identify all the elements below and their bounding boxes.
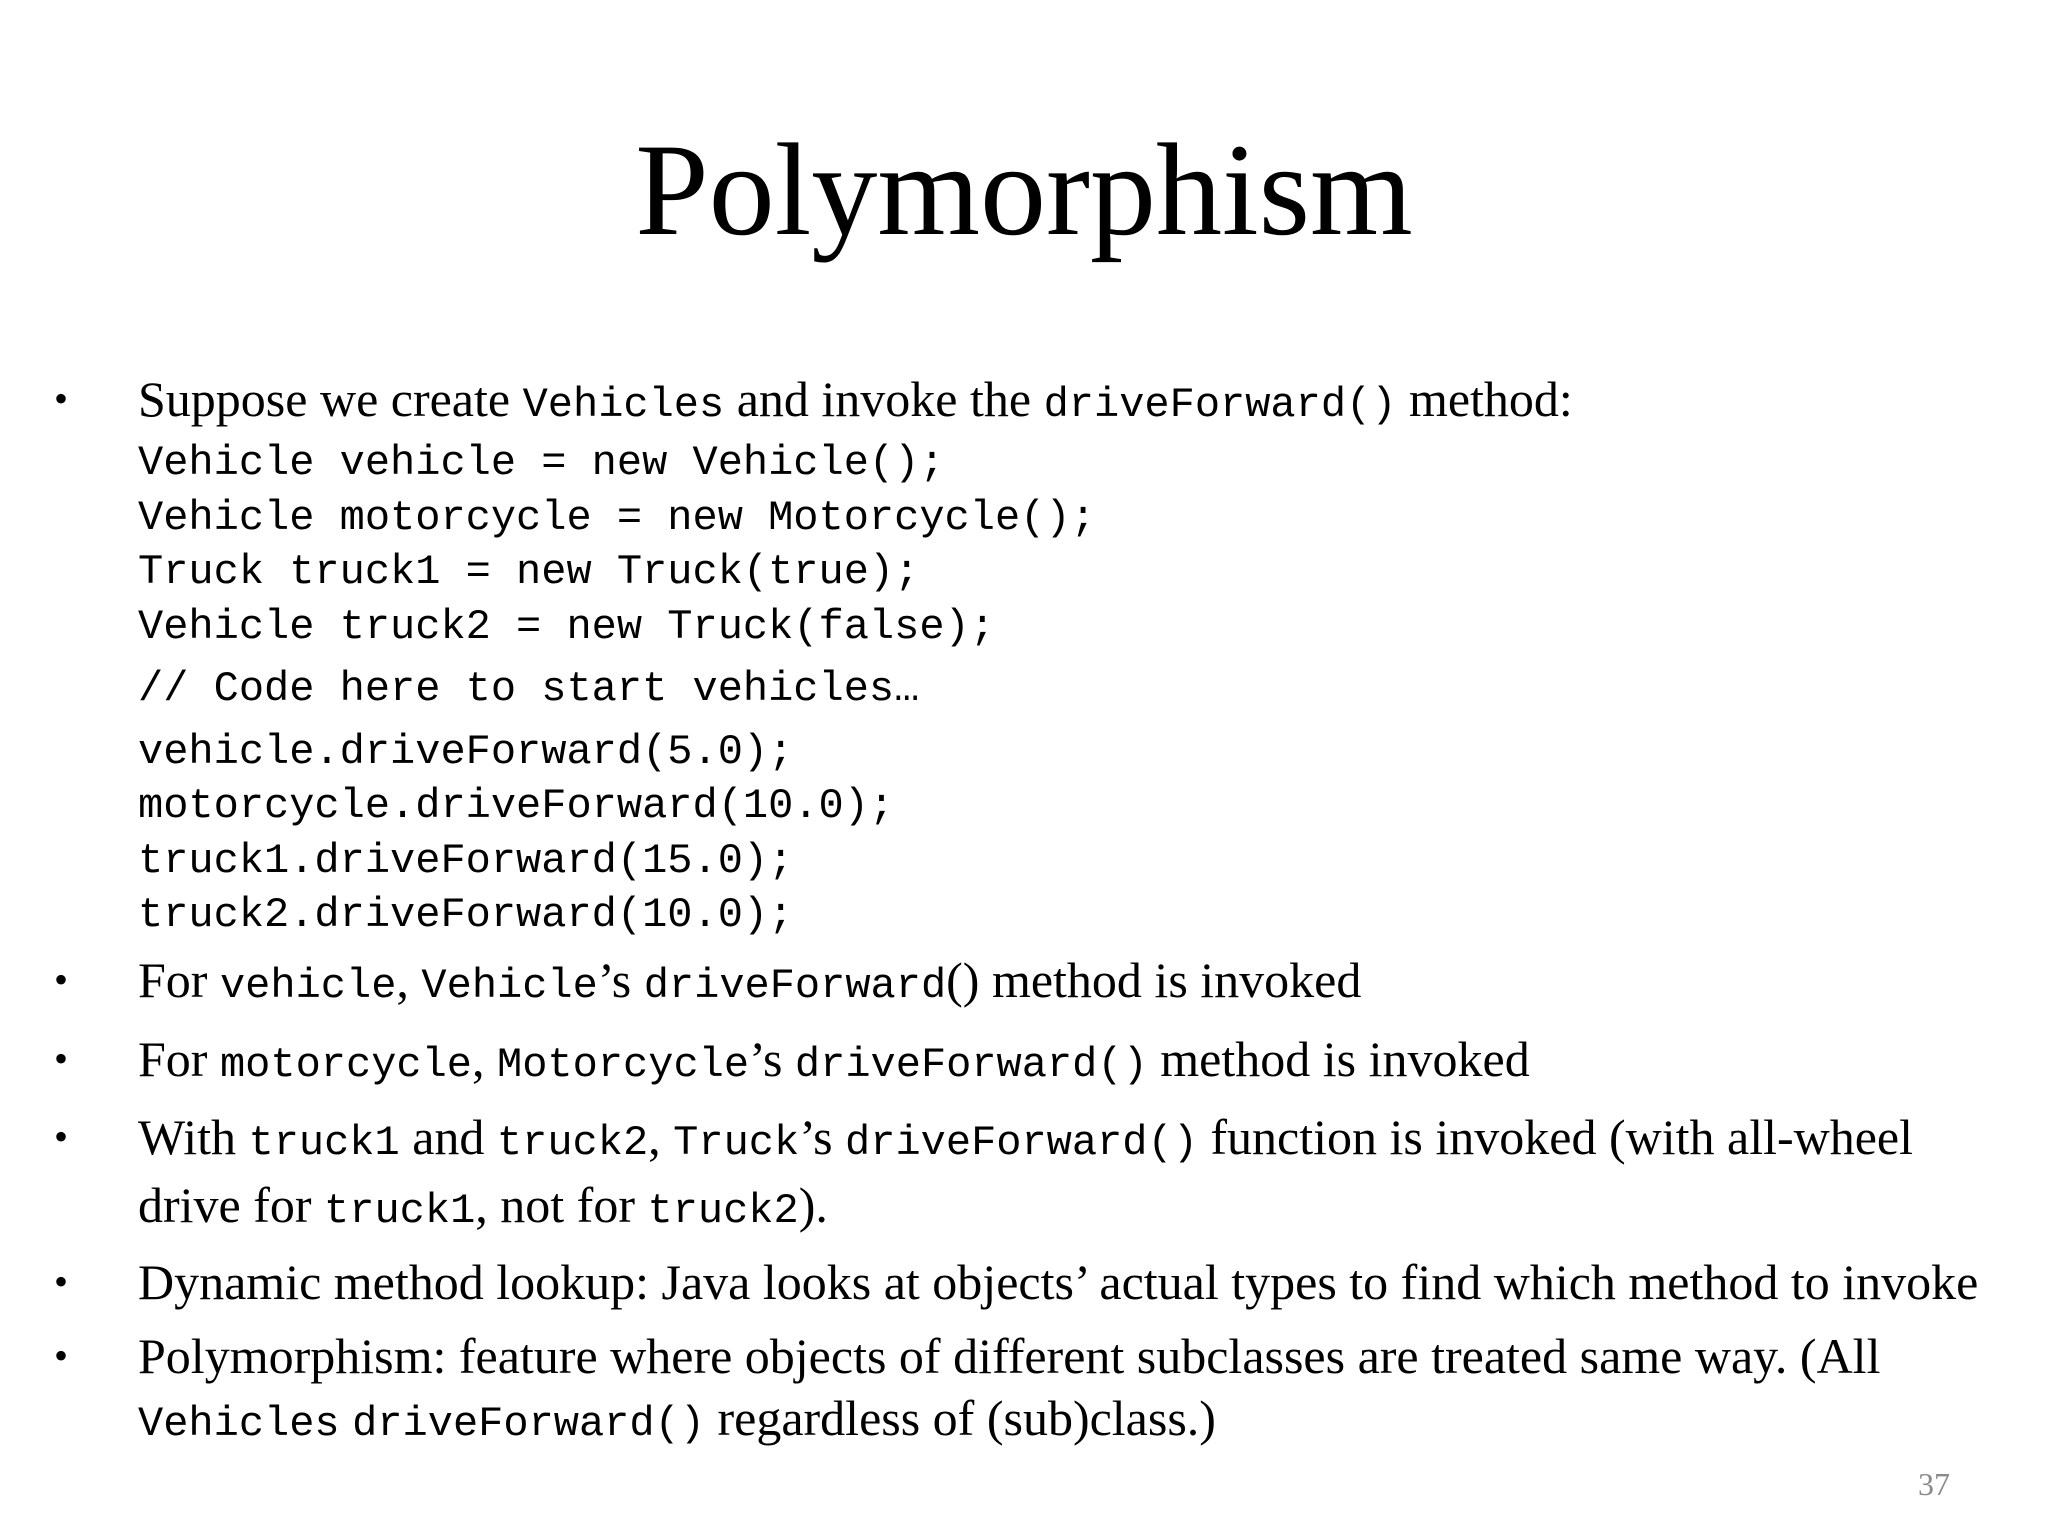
code-run: Vehicle — [421, 961, 598, 1010]
code-run: truck2 — [647, 1186, 799, 1235]
text-run: and invoke the — [724, 371, 1044, 427]
code-run: truck1 — [248, 1118, 400, 1167]
text-run: ). — [798, 1176, 828, 1233]
code-run: truck1 — [324, 1186, 476, 1235]
code-line: truck1.driveForward(15.0); — [138, 836, 794, 885]
bullet-suppose — [48, 368, 1998, 943]
code-run: driveForward() — [845, 1118, 1198, 1167]
text-run: ’s — [597, 951, 644, 1008]
bullet-motorcycle — [48, 1028, 1998, 1096]
text-run: and — [399, 1108, 497, 1165]
code-line: Vehicle motorcycle = new Motorcycle(); — [138, 493, 1096, 542]
bullet-text — [138, 368, 1998, 436]
text-run: , not for — [475, 1176, 648, 1233]
text-run: Polymorphism: feature where objects of different subclasses are treated same way. (All — [138, 1327, 1881, 1384]
code-run: driveForward — [643, 961, 947, 1010]
text-run: ’s — [749, 1030, 795, 1087]
bullet-dynamic-lookup — [48, 1251, 1998, 1313]
bullet-text — [138, 1028, 1998, 1096]
text-run: ’s — [799, 1108, 846, 1165]
bullet-vehicle — [48, 949, 1998, 1017]
bullet-text — [138, 1325, 1998, 1455]
bullet-dot-icon: • — [54, 1332, 69, 1378]
bullet-dot-icon: • — [54, 1113, 69, 1159]
text-run: With — [138, 1108, 249, 1165]
code-line: Vehicle truck2 = new Truck(false); — [138, 602, 995, 651]
text-run: , — [648, 1108, 674, 1165]
bullet-dot-icon: • — [54, 956, 69, 1002]
text-run: , — [396, 951, 422, 1008]
bullet-polymorphism-definition — [48, 1325, 1998, 1455]
page-number: 37 — [1918, 1466, 1950, 1502]
bullet-dot-icon: • — [54, 376, 69, 421]
code-run: truck2 — [496, 1118, 649, 1167]
code-run: Motorcycle — [497, 1040, 750, 1089]
bullet-text — [138, 949, 1998, 1017]
bullet-trucks — [48, 1106, 1998, 1242]
text-run — [340, 1390, 353, 1446]
code-run: motorcycle — [219, 1040, 473, 1089]
code-run: vehicle — [219, 961, 397, 1010]
text-run: , — [472, 1030, 498, 1087]
code-line: Truck truck1 = new Truck(true); — [138, 548, 920, 596]
text-run: For — [138, 951, 220, 1008]
code-line: motorcycle.driveForward(10.0); — [138, 782, 895, 830]
code-run: Vehicles — [138, 1399, 340, 1448]
text-run: function is invoked (with all-wheel drive for — [138, 1108, 1914, 1233]
text-run: method: — [1396, 371, 1573, 427]
code-run: Truck — [673, 1118, 800, 1167]
text-run: For — [138, 1030, 220, 1087]
text-run: regardless of (sub)class.) — [705, 1389, 1216, 1446]
code-block — [138, 436, 1998, 943]
code-line: truck2.driveForward(10.0); — [138, 891, 794, 939]
code-line: Vehicle vehicle = new Vehicle(); — [138, 439, 945, 487]
bullet-text — [138, 1106, 1998, 1242]
slide-title: Polymorphism — [635, 116, 1413, 263]
code-run: driveForward() — [794, 1040, 1148, 1089]
code-line: vehicle.driveForward(5.0); — [138, 727, 794, 776]
code-run: Vehicles — [522, 381, 725, 429]
text-run: () method is invoked — [946, 951, 1362, 1008]
bullet-dot-icon: • — [54, 1035, 69, 1081]
text-run: Suppose we create — [138, 371, 523, 427]
text-run: method is invoked — [1147, 1030, 1530, 1087]
bullet-dot-icon: • — [54, 1258, 69, 1304]
code-comment-line: // Code here to start vehicles… — [138, 665, 920, 713]
slide-body — [48, 368, 1998, 1455]
code-run: driveForward() — [1043, 381, 1397, 429]
bullet-text: Dynamic method lookup: Java looks at objects’ actual types to find which method to invoke — [138, 1253, 1979, 1310]
code-run: driveForward() — [352, 1399, 705, 1448]
